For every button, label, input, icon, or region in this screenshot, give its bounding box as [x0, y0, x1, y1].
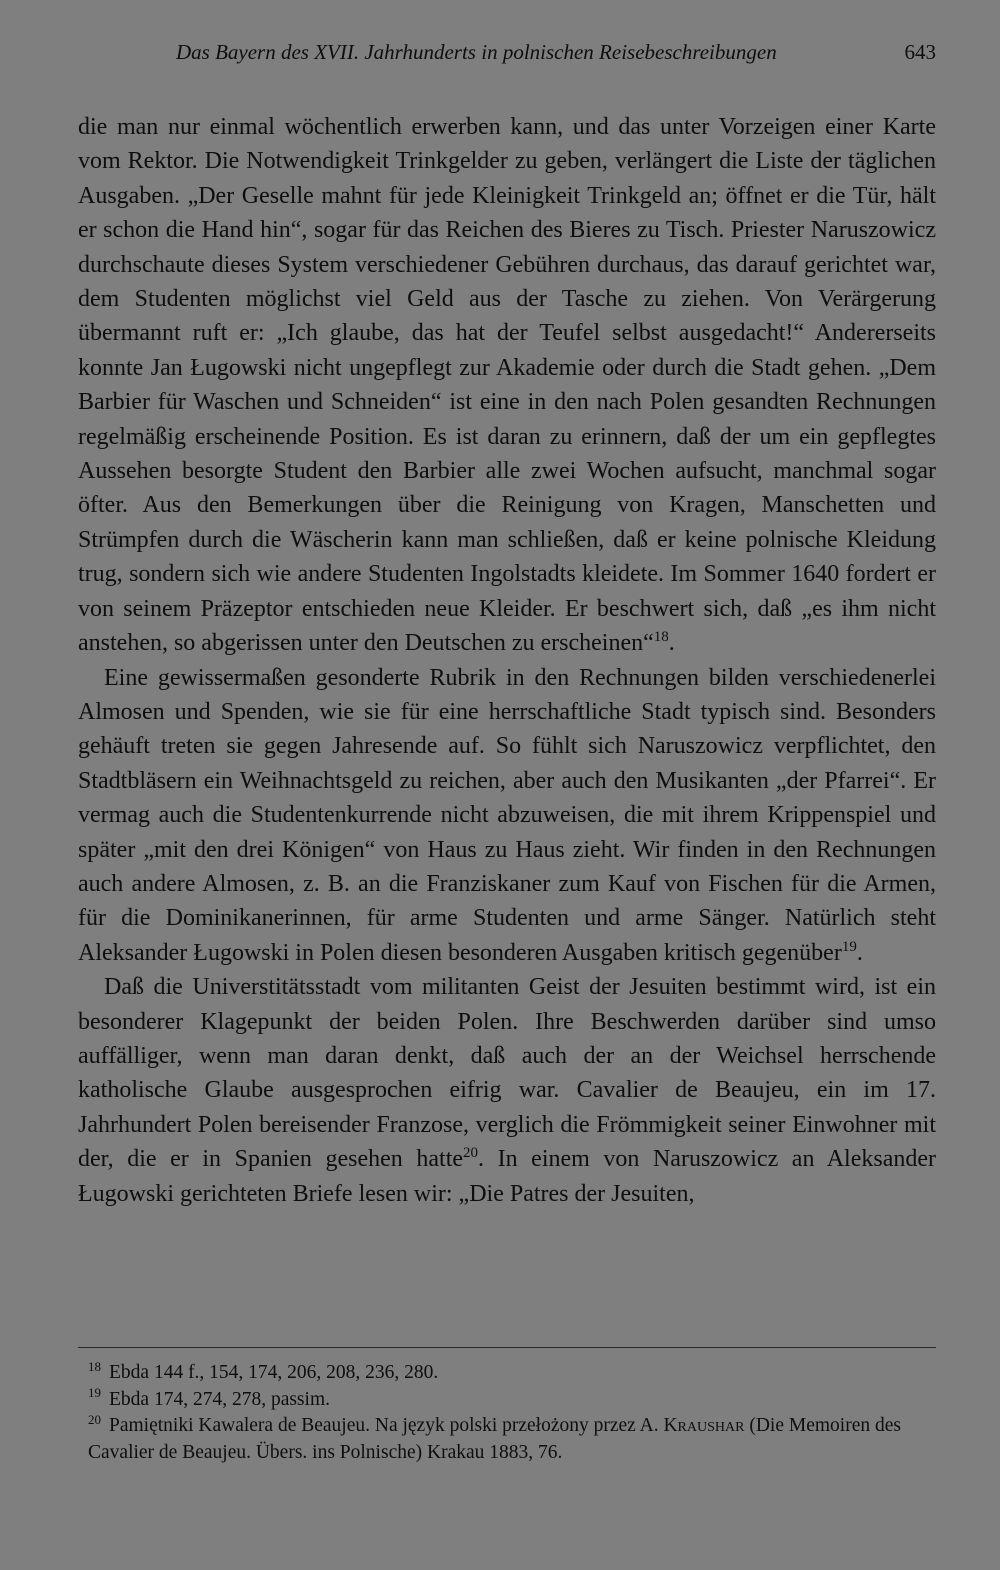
footnote-reference: 18 [653, 629, 669, 646]
paragraph-3 [78, 970, 936, 1211]
page-number: 643 [904, 40, 936, 64]
page [78, 40, 936, 1211]
footnote-reference: 20 [463, 1145, 479, 1162]
footnote-19 [78, 1387, 936, 1414]
footnote-text: Ebda 174, 274, 278, passim. [109, 1388, 330, 1410]
paragraph-text: die man nur einmal wöchentlich erwerben kann, und das unter Vorzeigen einer Karte vom Rektor. Die Notwendigkeit Trinkgelder zu geben, verlängert die Liste der täglichen Ausgaben. „Der Geselle mahnt für jede Kleinigkeit Trinkgeld an; öffnet er die Tür, hält er schon die Hand hin“, sogar für das Reichen des Bieres zu Tisch. Priester Naruszowicz durchschaute dieses System verschiedener Gebühren durchaus, das darauf gerichtet war, dem Studenten möglichst viel Geld aus der Tasche zu ziehen. Von Verärgerung übermannt ruft er: „Ich glaube, das hat der Teufel selbst ausgedacht!“ Andererseits konnte Jan Ługowski nicht ungepflegt zur Akademie oder durch die Stadt gehen. „Dem Barbier für Waschen und Schneiden“ ist eine in den nach Polen gesandten Rechnungen regelmäßig erscheinende Position. Es ist daran zu erinnern, daß der um ein gepflegtes Aussehen besorgte Student den Barbier alle zwei Wochen aufsucht, manchmal sogar öfter. Aus den Bemerkungen über die Reinigung von Kragen, Manschetten und Strümpfen durch die Wäscherin kann man schließen, daß er keine polnische Kleidung trug, sondern sich wie andere Studenten Ingolstadts kleidete. Im Sommer 1640 fordert er von seinem Präzeptor entschieden neue Kleider. Er beschwert sich, daß „es ihm nicht anstehen, so abgerissen unter den Deutschen zu erscheinen“ [78, 114, 936, 657]
footnote-number: 20 [88, 1411, 101, 1427]
footnote-author: Kraushar [663, 1415, 745, 1436]
paragraph-1 [78, 110, 936, 661]
paragraph-text: Daß die Universtitätsstadt vom militanten Geist der Jesuiten bestimmt wird, ist ein besonderer Klagepunkt der beiden Polen. Ihre Beschwerden darüber sind umso auffälliger, wenn man daran denkt, daß auch der an der Weichsel herrschende katholische Glaube ausgesprochen eifrig war. Cavalier de Beaujeu, ein im 17. Jahrhundert Polen bereisender Franzose, verglich die Frömmigkeit seiner Einwohner mit der, die er in Spanien gesehen hatte [78, 974, 936, 1173]
footnotes [78, 1360, 936, 1466]
paragraph-2 [78, 661, 936, 971]
footnote-number: 18 [88, 1358, 101, 1374]
footnote-20 [78, 1413, 936, 1466]
footnote-reference: 19 [841, 938, 857, 955]
paragraph-text: Eine gewissermaßen gesonderte Rubrik in den Rechnungen bilden verschiedenerlei Almosen und Spenden, wie sie für eine herrschaftliche Stadt typisch sind. Besonders gehäuft treten sie gegen Jahresende auf. So fühlt sich Naruszowicz verpflichtet, den Stadtbläsern ein Weihnachtsgeld zu reichen, aber auch den Musikanten „der Pfarrei“. Er vermag auch die Studentenkurrende nicht abzuweisen, die mit ihrem Krippenspiel und später „mit den drei Königen“ von Haus zu Haus zieht. Wir finden in den Rechnungen auch andere Almosen, z. B. an die Franziskaner zum Kauf von Fischen für die Armen, für die Dominikanerinnen, für arme Studenten und arme Sänger. Natürlich steht Aleksander Ługowski in Polen diesen besonderen Ausgaben kritisch gegenüber [78, 664, 936, 966]
footnote-divider [78, 1347, 936, 1348]
body-text [78, 110, 936, 1211]
footnote-number: 19 [88, 1385, 101, 1400]
paragraph-text: . [856, 939, 863, 966]
running-header [78, 40, 936, 80]
footnote-18 [78, 1360, 936, 1387]
footnote-text: (Die Memoiren des Cavalier de Beaujeu. Übers. ins Polnische) Krakau 1883, 76. [88, 1415, 901, 1463]
footnote-text: Ebda 144 f., 154, 174, 206, 208, 236, 280. [109, 1362, 439, 1383]
footnote-text: Pamiętniki Kawalera de Beaujeu. Na język polski przełożony przez A. [109, 1415, 664, 1436]
running-title: Das Bayern des XVII. Jahrhunderts in polnischen Reisebeschreibungen [176, 40, 777, 64]
paragraph-text: . [668, 630, 675, 657]
paragraph-text: . In einem von Naruszowicz an Aleksander Ługowski gerichteten Briefe lesen wir: „Die Patres der Jesuiten, [78, 1146, 936, 1207]
